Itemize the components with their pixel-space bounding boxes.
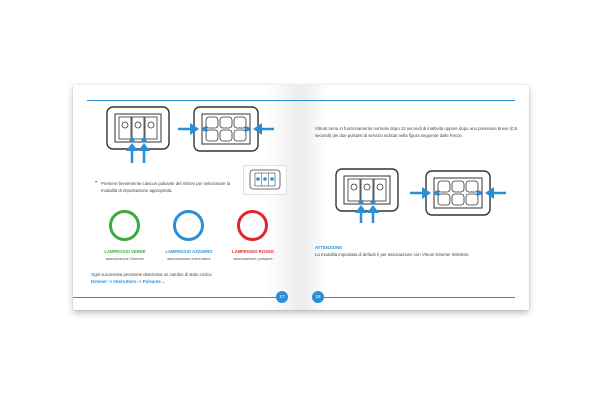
green-led-title: LAMPEGGIO VERDE xyxy=(104,249,146,254)
blue-led-subtitle: associazione interruttore xyxy=(167,256,211,261)
bottom-rule xyxy=(324,297,515,298)
right-page xyxy=(301,85,529,310)
green-led-ring xyxy=(109,210,140,241)
red-led-subtitle: associazione pulsante xyxy=(233,256,273,261)
device-diagram-three-modules xyxy=(335,167,399,225)
device-diagram-six-buttons xyxy=(410,169,506,219)
blue-led-title: LAMPEGGIO AZZURRO xyxy=(165,249,213,254)
open-manual xyxy=(73,85,529,310)
red-led-ring xyxy=(237,210,268,241)
device-diagram-six-buttons xyxy=(178,105,274,155)
bullet-icon: • xyxy=(95,180,98,186)
intro-text: Vitrum torna in funzionamento normale dopo 12 secondi di inattività oppure dopo una pressione breve (0,5 secondi) dei due pulsanti di servizio indicati nella figura seguente dalle frecce. xyxy=(315,126,518,138)
red-led-title: LAMPEGGIO ROSSO xyxy=(232,249,274,254)
left-page xyxy=(73,85,301,310)
page-number-right: 18 xyxy=(312,291,324,303)
device-thumbnail xyxy=(243,165,287,195)
green-led-subtitle: associazione Dimmer xyxy=(105,256,145,261)
page-number-left: 17 xyxy=(276,291,288,303)
bullet-text: Premere brevemente ciascun pulsante del Vitrum per selezionare la modalità di impostazione appropriata. xyxy=(101,181,231,193)
top-rule xyxy=(87,100,301,101)
blue-led-ring xyxy=(173,210,204,241)
device-diagram-three-modules xyxy=(106,105,170,165)
bottom-rule xyxy=(73,297,276,298)
attention-title: ATTENZIONE xyxy=(315,245,343,250)
sequence-intro: Ogni successiva pressione determina un cambio di stato ciclico: xyxy=(91,272,213,277)
sequence-text: Dimmer -> Interruttore -> Pulsante ... xyxy=(91,279,166,284)
attention-text: La modalità impostata di default è per associazione con Vitrum Dimmer Wireless. xyxy=(315,252,470,257)
top-rule xyxy=(301,100,515,101)
